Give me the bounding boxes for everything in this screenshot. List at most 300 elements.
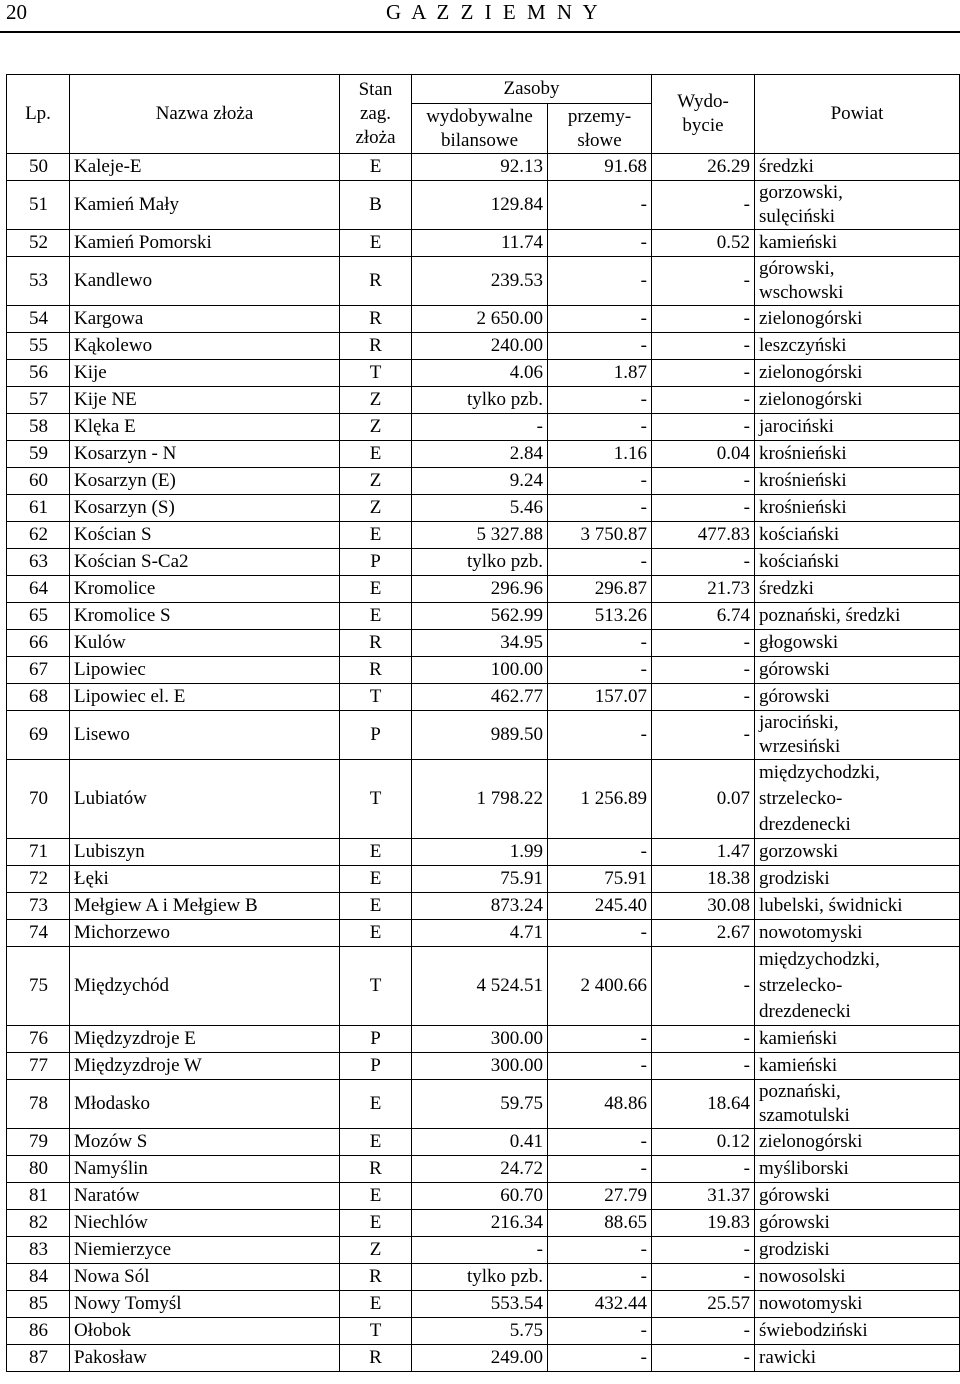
przemyslowe-cell: -	[548, 1345, 652, 1372]
powiat-cell	[755, 630, 960, 657]
wydobycie-cell: -	[652, 468, 755, 495]
table-row	[7, 1210, 960, 1237]
powiat-line: kościański	[759, 551, 840, 572]
stan-cell: E	[340, 576, 412, 603]
powiat-cell	[755, 154, 960, 181]
lp-cell: 55	[7, 333, 70, 360]
name-cell: Kije	[70, 360, 340, 387]
powiat-line: sulęciński	[759, 206, 835, 227]
lp-cell: 58	[7, 414, 70, 441]
header-stan: Stan zag. złoża	[340, 75, 412, 154]
wydobycie-cell: -	[652, 1156, 755, 1183]
powiat-line: grodziski	[759, 868, 830, 889]
name-cell: Kościan S-Ca2	[70, 549, 340, 576]
table-row	[7, 839, 960, 866]
wydobycie-cell: -	[652, 306, 755, 333]
lp-cell: 70	[7, 760, 70, 839]
wydobywalne-cell: 5.46	[412, 495, 548, 522]
przemyslowe-cell: -	[548, 181, 652, 230]
name-cell: Międzyzdroje E	[70, 1026, 340, 1053]
table-row	[7, 306, 960, 333]
powiat-line: nowotomyski	[759, 1293, 863, 1314]
table-row	[7, 1183, 960, 1210]
table-row	[7, 387, 960, 414]
lp-cell: 77	[7, 1053, 70, 1080]
wydobycie-cell: -	[652, 414, 755, 441]
przemyslowe-cell: -	[548, 1318, 652, 1345]
powiat-line: kamieński	[759, 1055, 838, 1076]
wydobycie-cell: -	[652, 495, 755, 522]
table-row	[7, 711, 960, 760]
powiat-line: górowski	[759, 659, 830, 680]
przemyslowe-cell: -	[548, 1237, 652, 1264]
powiat-line: międzychodzki,	[759, 762, 880, 783]
stan-cell: R	[340, 306, 412, 333]
wydobywalne-cell: 216.34	[412, 1210, 548, 1237]
wydobycie-cell: 0.04	[652, 441, 755, 468]
lp-cell: 57	[7, 387, 70, 414]
powiat-cell	[755, 387, 960, 414]
header-wydobycie: Wydo- bycie	[652, 75, 755, 154]
stan-cell: E	[340, 154, 412, 181]
wydobycie-cell: -	[652, 333, 755, 360]
lp-cell: 62	[7, 522, 70, 549]
stan-cell: E	[340, 839, 412, 866]
table-row	[7, 257, 960, 306]
table-row	[7, 893, 960, 920]
wydobywalne-cell: -	[412, 1237, 548, 1264]
header-przemyslowe: przemy- słowe	[548, 104, 652, 154]
name-cell: Nowy Tomyśl	[70, 1291, 340, 1318]
powiat-line: poznański,	[759, 1081, 841, 1102]
powiat-line: górowski	[759, 1185, 830, 1206]
powiat-cell	[755, 441, 960, 468]
wydobywalne-cell: 296.96	[412, 576, 548, 603]
przemyslowe-cell: -	[548, 630, 652, 657]
table-row	[7, 760, 960, 839]
name-cell: Kamień Pomorski	[70, 230, 340, 257]
wydobycie-cell: -	[652, 1237, 755, 1264]
lp-cell: 66	[7, 630, 70, 657]
table-row	[7, 549, 960, 576]
powiat-cell	[755, 839, 960, 866]
table-row	[7, 1080, 960, 1129]
wydobycie-cell: 477.83	[652, 522, 755, 549]
przemyslowe-cell: 91.68	[548, 154, 652, 181]
name-cell: Niechlów	[70, 1210, 340, 1237]
name-cell: Kaleje-E	[70, 154, 340, 181]
header-lp: Lp.	[7, 75, 70, 154]
stan-cell: T	[340, 947, 412, 1026]
przemyslowe-cell: -	[548, 468, 652, 495]
powiat-cell	[755, 603, 960, 630]
wydobycie-cell: -	[652, 1026, 755, 1053]
table-row	[7, 230, 960, 257]
powiat-line: międzychodzki,	[759, 949, 880, 970]
lp-cell: 80	[7, 1156, 70, 1183]
powiat-line: zielonogórski	[759, 362, 863, 383]
przemyslowe-cell: 1 256.89	[548, 760, 652, 839]
przemyslowe-cell: 75.91	[548, 866, 652, 893]
wydobycie-cell: -	[652, 657, 755, 684]
table-row	[7, 1156, 960, 1183]
przemyslowe-cell: 1.87	[548, 360, 652, 387]
powiat-cell	[755, 760, 960, 839]
wydobywalne-cell: 60.70	[412, 1183, 548, 1210]
table-row	[7, 630, 960, 657]
lp-cell: 76	[7, 1026, 70, 1053]
przemyslowe-cell: -	[548, 1026, 652, 1053]
wydobywalne-cell: 59.75	[412, 1080, 548, 1129]
table-row	[7, 866, 960, 893]
wydobywalne-cell: 249.00	[412, 1345, 548, 1372]
lp-cell: 84	[7, 1264, 70, 1291]
stan-cell: E	[340, 230, 412, 257]
powiat-cell	[755, 495, 960, 522]
przemyslowe-cell: -	[548, 230, 652, 257]
lp-cell: 73	[7, 893, 70, 920]
lp-cell: 51	[7, 181, 70, 230]
stan-cell: T	[340, 360, 412, 387]
table-row	[7, 468, 960, 495]
powiat-line: grodziski	[759, 1239, 830, 1260]
stan-cell: E	[340, 1210, 412, 1237]
powiat-cell	[755, 866, 960, 893]
powiat-cell	[755, 257, 960, 306]
wydobycie-cell: -	[652, 947, 755, 1026]
powiat-line: wschowski	[759, 282, 844, 303]
powiat-line: głogowski	[759, 632, 839, 653]
table-row	[7, 1026, 960, 1053]
wydobywalne-cell: 5 327.88	[412, 522, 548, 549]
page-header	[0, 0, 960, 28]
name-cell: Pakosław	[70, 1345, 340, 1372]
wydobywalne-cell: 34.95	[412, 630, 548, 657]
stan-cell: P	[340, 1026, 412, 1053]
name-cell: Namyślin	[70, 1156, 340, 1183]
przemyslowe-cell: -	[548, 306, 652, 333]
przemyslowe-cell: 513.26	[548, 603, 652, 630]
lp-cell: 68	[7, 684, 70, 711]
stan-cell: R	[340, 630, 412, 657]
wydobycie-cell: 0.52	[652, 230, 755, 257]
wydobycie-cell: 0.07	[652, 760, 755, 839]
name-cell: Klęka E	[70, 414, 340, 441]
lp-cell: 83	[7, 1237, 70, 1264]
wydobywalne-cell: 0.41	[412, 1129, 548, 1156]
wydobycie-cell: 6.74	[652, 603, 755, 630]
powiat-line: leszczyński	[759, 335, 847, 356]
stan-cell: E	[340, 1129, 412, 1156]
stan-cell: E	[340, 1291, 412, 1318]
lp-cell: 60	[7, 468, 70, 495]
przemyslowe-cell: -	[548, 1053, 652, 1080]
wydobycie-cell: 18.38	[652, 866, 755, 893]
powiat-line: rawicki	[759, 1347, 816, 1368]
powiat-line: strzelecko-	[759, 975, 843, 996]
name-cell: Kamień Mały	[70, 181, 340, 230]
lp-cell: 56	[7, 360, 70, 387]
powiat-line: szamotulski	[759, 1105, 850, 1126]
powiat-line: drezdenecki	[759, 1001, 851, 1022]
przemyslowe-cell: -	[548, 257, 652, 306]
table-row	[7, 947, 960, 1026]
name-cell: Nowa Sól	[70, 1264, 340, 1291]
powiat-line: poznański, średzki	[759, 605, 901, 626]
powiat-line: kamieński	[759, 1028, 838, 1049]
powiat-cell	[755, 893, 960, 920]
powiat-line: zielonogórski	[759, 1131, 863, 1152]
name-cell: Mozów S	[70, 1129, 340, 1156]
stan-cell: E	[340, 920, 412, 947]
name-cell: Międzyzdroje W	[70, 1053, 340, 1080]
wydobycie-cell: -	[652, 257, 755, 306]
przemyslowe-cell: 48.86	[548, 1080, 652, 1129]
stan-cell: E	[340, 441, 412, 468]
name-cell: Kościan S	[70, 522, 340, 549]
przemyslowe-cell: -	[548, 387, 652, 414]
name-cell: Kromolice	[70, 576, 340, 603]
header-zasoby: Zasoby	[412, 75, 652, 104]
wydobycie-cell: -	[652, 1264, 755, 1291]
table-row	[7, 1318, 960, 1345]
powiat-cell	[755, 1080, 960, 1129]
przemyslowe-cell: 88.65	[548, 1210, 652, 1237]
header-rule	[0, 31, 960, 33]
lp-cell: 75	[7, 947, 70, 1026]
name-cell: Kije NE	[70, 387, 340, 414]
header-powiat: Powiat	[755, 75, 960, 154]
lp-cell: 52	[7, 230, 70, 257]
wydobycie-cell: 31.37	[652, 1183, 755, 1210]
powiat-cell	[755, 1264, 960, 1291]
przemyslowe-cell: -	[548, 711, 652, 760]
wydobycie-cell: -	[652, 711, 755, 760]
name-cell: Ołobok	[70, 1318, 340, 1345]
table-row	[7, 1237, 960, 1264]
deposits-table	[6, 74, 960, 1372]
wydobywalne-cell: 462.77	[412, 684, 548, 711]
name-cell: Mełgiew A i Mełgiew B	[70, 893, 340, 920]
powiat-line: nowosolski	[759, 1266, 846, 1287]
przemyslowe-cell: 432.44	[548, 1291, 652, 1318]
lp-cell: 85	[7, 1291, 70, 1318]
wydobycie-cell: -	[652, 387, 755, 414]
powiat-line: zielonogórski	[759, 308, 863, 329]
przemyslowe-cell: -	[548, 839, 652, 866]
wydobywalne-cell: 2 650.00	[412, 306, 548, 333]
wydobycie-cell: -	[652, 181, 755, 230]
powiat-line: gorzowski,	[759, 182, 843, 203]
wydobycie-cell: 0.12	[652, 1129, 755, 1156]
table-row	[7, 154, 960, 181]
name-cell: Michorzewo	[70, 920, 340, 947]
lp-cell: 69	[7, 711, 70, 760]
table-row	[7, 657, 960, 684]
header-row-1	[7, 75, 960, 104]
przemyslowe-cell: -	[548, 414, 652, 441]
przemyslowe-cell: -	[548, 657, 652, 684]
name-cell: Kargowa	[70, 306, 340, 333]
name-cell: Młodasko	[70, 1080, 340, 1129]
lp-cell: 81	[7, 1183, 70, 1210]
wydobywalne-cell: -	[412, 414, 548, 441]
table-row	[7, 684, 960, 711]
table-row	[7, 441, 960, 468]
powiat-line: górowski,	[759, 258, 835, 279]
name-cell: Kromolice S	[70, 603, 340, 630]
wydobywalne-cell: 553.54	[412, 1291, 548, 1318]
powiat-cell	[755, 1129, 960, 1156]
wydobycie-cell: -	[652, 549, 755, 576]
powiat-cell	[755, 1291, 960, 1318]
wydobycie-cell: -	[652, 1345, 755, 1372]
table-row	[7, 576, 960, 603]
stan-cell: R	[340, 1345, 412, 1372]
powiat-line: zielonogórski	[759, 389, 863, 410]
wydobywalne-cell: 240.00	[412, 333, 548, 360]
powiat-cell	[755, 1210, 960, 1237]
wydobycie-cell: -	[652, 1053, 755, 1080]
name-cell: Kulów	[70, 630, 340, 657]
stan-cell: E	[340, 522, 412, 549]
name-cell: Lisewo	[70, 711, 340, 760]
przemyslowe-cell: -	[548, 549, 652, 576]
lp-cell: 78	[7, 1080, 70, 1129]
table-row	[7, 495, 960, 522]
name-cell: Naratów	[70, 1183, 340, 1210]
name-cell: Łęki	[70, 866, 340, 893]
stan-cell: Z	[340, 468, 412, 495]
table-row	[7, 181, 960, 230]
stan-cell: R	[340, 333, 412, 360]
powiat-cell	[755, 947, 960, 1026]
stan-cell: E	[340, 1183, 412, 1210]
stan-cell: P	[340, 1053, 412, 1080]
table-row	[7, 1264, 960, 1291]
wydobywalne-cell: 2.84	[412, 441, 548, 468]
table-body	[7, 154, 960, 1372]
powiat-line: nowotomyski	[759, 922, 863, 943]
powiat-line: wrzesiński	[759, 736, 841, 757]
powiat-cell	[755, 333, 960, 360]
wydobywalne-cell: 989.50	[412, 711, 548, 760]
stan-cell: R	[340, 1156, 412, 1183]
przemyslowe-cell: 245.40	[548, 893, 652, 920]
table-row	[7, 1053, 960, 1080]
lp-cell: 82	[7, 1210, 70, 1237]
wydobycie-cell: 30.08	[652, 893, 755, 920]
wydobycie-cell: 18.64	[652, 1080, 755, 1129]
powiat-line: lubelski, świdnicki	[759, 895, 903, 916]
powiat-line: średzki	[759, 156, 814, 177]
stan-cell: R	[340, 1264, 412, 1291]
wydobywalne-cell: 4.06	[412, 360, 548, 387]
przemyslowe-cell: 296.87	[548, 576, 652, 603]
przemyslowe-cell: -	[548, 1264, 652, 1291]
powiat-cell	[755, 1156, 960, 1183]
lp-cell: 54	[7, 306, 70, 333]
stan-cell: P	[340, 711, 412, 760]
stan-cell: E	[340, 1080, 412, 1129]
lp-cell: 53	[7, 257, 70, 306]
lp-cell: 63	[7, 549, 70, 576]
wydobywalne-cell: 9.24	[412, 468, 548, 495]
wydobywalne-cell: tylko pzb.	[412, 387, 548, 414]
wydobywalne-cell: 129.84	[412, 181, 548, 230]
wydobywalne-cell: 1 798.22	[412, 760, 548, 839]
przemyslowe-cell: 2 400.66	[548, 947, 652, 1026]
table-row	[7, 1129, 960, 1156]
wydobywalne-cell: 92.13	[412, 154, 548, 181]
powiat-cell	[755, 181, 960, 230]
stan-cell: E	[340, 866, 412, 893]
stan-cell: Z	[340, 1237, 412, 1264]
wydobycie-cell: 1.47	[652, 839, 755, 866]
table-row	[7, 414, 960, 441]
powiat-cell	[755, 711, 960, 760]
powiat-cell	[755, 414, 960, 441]
lp-cell: 74	[7, 920, 70, 947]
name-cell: Kosarzyn (S)	[70, 495, 340, 522]
wydobywalne-cell: tylko pzb.	[412, 549, 548, 576]
powiat-cell	[755, 1237, 960, 1264]
powiat-line: drezdenecki	[759, 814, 851, 835]
lp-cell: 50	[7, 154, 70, 181]
wydobywalne-cell: 873.24	[412, 893, 548, 920]
name-cell: Kandlewo	[70, 257, 340, 306]
powiat-cell	[755, 230, 960, 257]
header-wydobywalne: wydobywalne bilansowe	[412, 104, 548, 154]
powiat-line: średzki	[759, 578, 814, 599]
stan-cell: T	[340, 1318, 412, 1345]
przemyslowe-cell: -	[548, 333, 652, 360]
wydobycie-cell: 26.29	[652, 154, 755, 181]
lp-cell: 71	[7, 839, 70, 866]
wydobycie-cell: -	[652, 360, 755, 387]
powiat-line: krośnieński	[759, 443, 847, 464]
powiat-cell	[755, 657, 960, 684]
stan-cell: E	[340, 603, 412, 630]
table-row	[7, 920, 960, 947]
name-cell: Kosarzyn (E)	[70, 468, 340, 495]
powiat-line: gorzowski	[759, 841, 839, 862]
przemyslowe-cell: 3 750.87	[548, 522, 652, 549]
powiat-cell	[755, 468, 960, 495]
przemyslowe-cell: 157.07	[548, 684, 652, 711]
lp-cell: 79	[7, 1129, 70, 1156]
wydobycie-cell: -	[652, 1318, 755, 1345]
name-cell: Lipowiec el. E	[70, 684, 340, 711]
powiat-cell	[755, 1318, 960, 1345]
stan-cell: R	[340, 657, 412, 684]
table-row	[7, 1345, 960, 1372]
stan-cell: P	[340, 549, 412, 576]
powiat-cell	[755, 1345, 960, 1372]
powiat-cell	[755, 1053, 960, 1080]
powiat-cell	[755, 684, 960, 711]
wydobycie-cell: 19.83	[652, 1210, 755, 1237]
przemyslowe-cell: -	[548, 1129, 652, 1156]
lp-cell: 67	[7, 657, 70, 684]
przemyslowe-cell: -	[548, 1156, 652, 1183]
stan-cell: T	[340, 760, 412, 839]
lp-cell: 86	[7, 1318, 70, 1345]
wydobywalne-cell: 24.72	[412, 1156, 548, 1183]
wydobywalne-cell: 562.99	[412, 603, 548, 630]
lp-cell: 64	[7, 576, 70, 603]
stan-cell: T	[340, 684, 412, 711]
